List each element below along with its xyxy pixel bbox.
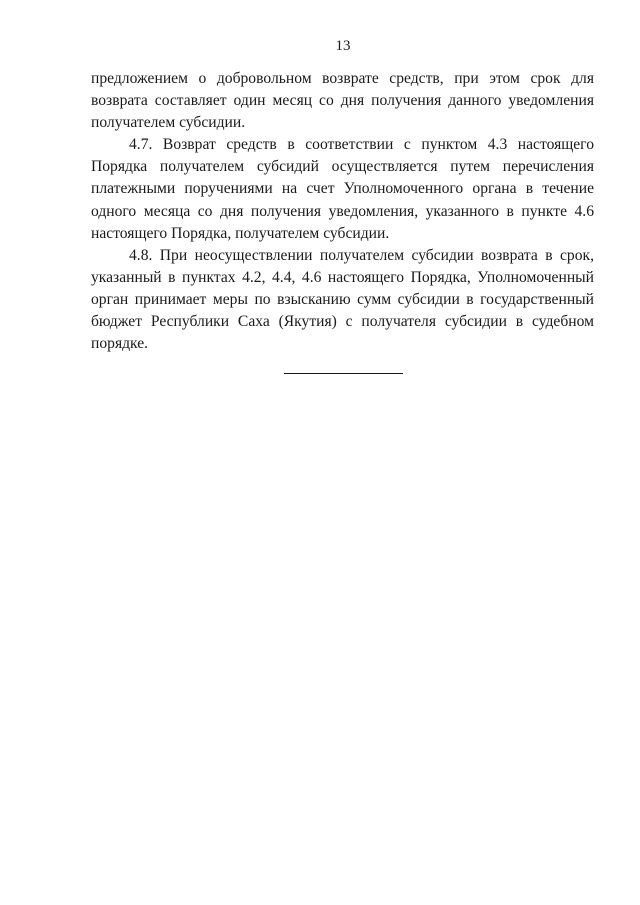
paragraph-continuation: предложением о добровольном возврате средств, при этом срок для возврата составляет один месяц со дня получения данного уведомления получателем субсидии.: [91, 70, 594, 132]
end-separator-line: [284, 373, 403, 374]
page-number: 13: [335, 38, 351, 54]
paragraph-4-7: 4.7. Возврат средств в соответствии с пунктом 4.3 настоящего Порядка получателем субсидий осуществляется путем перечисления платежными поручениями на счет Уполномоченного органа в течение одного месяца со дня получения уведомления, указанного в пункте 4.6 настоящего Порядка, получателем субсидии.: [91, 136, 594, 242]
paragraph-4-8: 4.8. При неосуществлении получателем субсидии возврата в срок, указанный в пунктах 4.2, 4.4, 4.6 настоящего Порядка, Уполномоченный орган принимает меры по взысканию сумм субсидии в государственный бюджет Республики Саха (Якутия) с получателя субсидии в судебном порядке.: [91, 246, 594, 353]
document-body: [91, 68, 594, 355]
